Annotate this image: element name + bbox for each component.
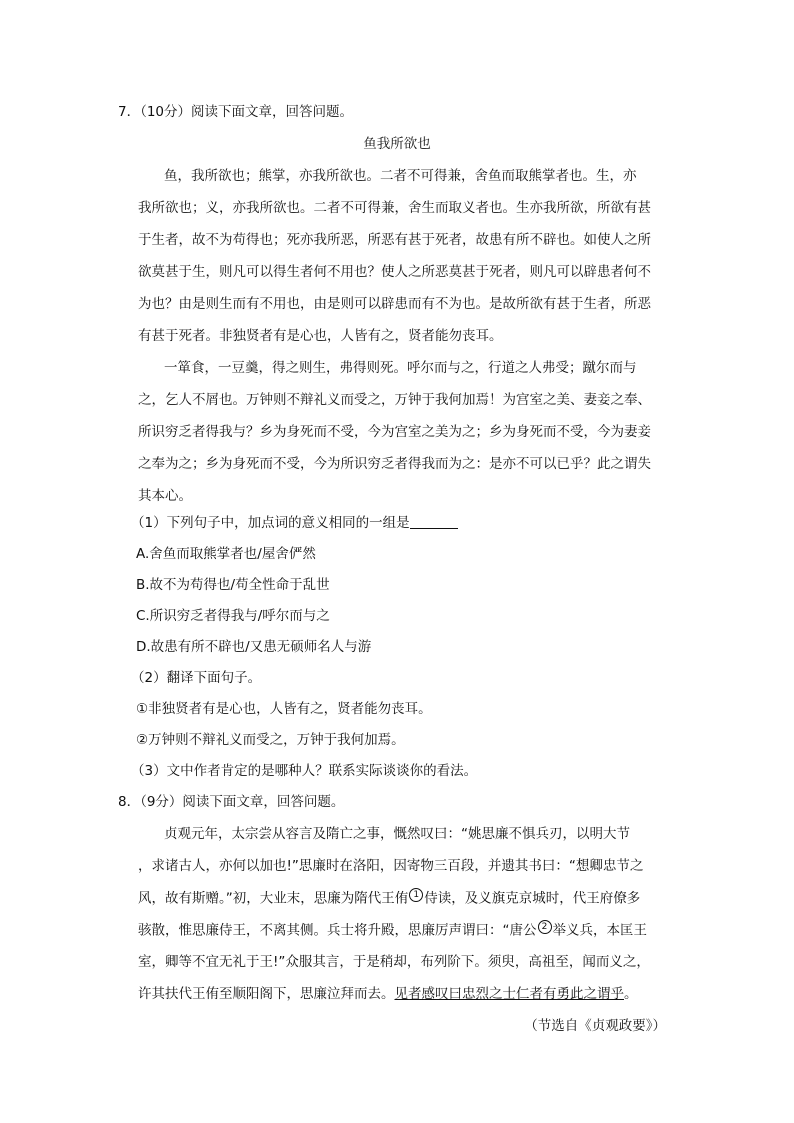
passage-text: 骇散，惟思廉侍王，不离其侧。兵士将升殿，思廉厉声谓曰：“唐公 <box>138 922 537 939</box>
question-7-header: 7．（10分）阅读下面文章，回答问题。 <box>118 104 354 120</box>
passage-text: 许其扶代王侑至顺阳阁下，思廉泣拜而去。 <box>138 986 395 1002</box>
underlined-sentence: 见者感叹曰忠烈之士仁者有勇此之谓乎 <box>394 986 624 1002</box>
translate-item-1: ①非独贤者有是心也，人皆有之，贤者能勿丧耳。 <box>136 701 432 717</box>
passage-text: 侍读，及义旗克京城时，代王府僚多 <box>424 890 641 907</box>
passage-line: ，求诸古人，亦何以加也!”思廉时在洛阳，因寄物三百段，并遗其书曰：“想卿忠节之 <box>138 858 644 874</box>
passage-line: 有甚于死者。非独贤者有是心也，人皆有之，贤者能勿丧耳。 <box>138 328 503 344</box>
passage-line: 其本心。 <box>138 488 192 504</box>
source-citation: （节选自《贞观政要》） <box>524 1018 666 1034</box>
passage-title: 鱼我所欲也 <box>363 136 431 152</box>
passage-line: 贞观元年，太宗尝从容言及隋亡之事，慨然叹曰：“姚思廉不惧兵刃，以明大节 <box>164 826 630 842</box>
passage-line: 欲莫甚于生，则凡可以得生者何不用也？使人之所恶莫甚于死者，则凡可以辟患者何不 <box>138 264 651 280</box>
passage-line <box>138 888 640 909</box>
passage-text: 。 <box>624 986 638 1002</box>
footnote-marker-2: 2 <box>538 920 552 934</box>
question-8-header: 8．（9分）阅读下面文章，回答问题。 <box>118 794 345 810</box>
passage-line: 于生者，故不为苟得也；死亦我所恶，所恶有甚于死者，故患有所不辟也。如使人之所 <box>138 232 651 248</box>
option-b: B.故不为苟得也/苟全性命于乱世 <box>136 577 330 593</box>
passage-line: 之奉为之；乡为身死而不受，今为所识穷乏者得我而为之：是亦不可以已乎？此之谓失 <box>138 456 651 472</box>
passage-line: 室，卿等不宜无礼于王!”众服其言，于是稍却，布列阶下。须臾，高祖至，闻而义之， <box>138 954 650 970</box>
sub-question-1-text: （1）下列句子中，加点词的意义相同的一组是 <box>131 515 410 531</box>
option-a: A.舍鱼而取熊掌者也/屋舍俨然 <box>136 546 316 562</box>
sub-question-2: （2）翻译下面句子。 <box>131 670 262 686</box>
sub-question-1 <box>131 513 458 533</box>
passage-line: 鱼，我所欲也；熊掌，亦我所欲也。二者不可得兼，舍鱼而取熊掌者也。生，亦 <box>164 168 637 184</box>
passage-text: 举义兵，本匡王 <box>552 922 647 939</box>
footnote-marker-1: 1 <box>409 888 423 902</box>
sub-question-3: （3）文中作者肯定的是哪种人？联系实际谈谈你的看法。 <box>131 763 478 779</box>
passage-text: 风，故有斯赠。”初，大业末，思廉为隋代王侑 <box>138 890 409 907</box>
translate-item-2: ②万钟则不辩礼义而受之，万钟于我何加焉。 <box>136 732 405 748</box>
passage-line: 为也？由是则生而有不用也，由是则可以辟患而有不为也。是故所欲有甚于生者，所恶 <box>138 296 651 312</box>
passage-line: 之，乞人不屑也。万钟则不辩礼义而受之，万钟于我何加焉！为宫室之美、妻妾之奉、 <box>138 392 651 408</box>
passage-line <box>138 984 638 1004</box>
option-d: D.故患有所不辟也/又患无硕师名人与游 <box>136 639 372 655</box>
passage-line: 我所欲也；义，亦我所欲也。二者不可得兼，舍生而取义者也。生亦我所欲，所欲有甚 <box>138 200 651 216</box>
passage-line: 一箪食，一豆羹，得之则生，弗得则死。呼尔而与之，行道之人弗受；蹴尔而与 <box>164 360 637 376</box>
passage-line <box>138 920 647 941</box>
option-c: C.所识穷乏者得我与/呼尔而与之 <box>136 608 330 624</box>
passage-line: 所识穷乏者得我与？乡为身死而不受，今为宫室之美为之；乡为身死而不受，今为妻妾 <box>138 424 651 440</box>
answer-blank[interactable] <box>410 514 458 529</box>
